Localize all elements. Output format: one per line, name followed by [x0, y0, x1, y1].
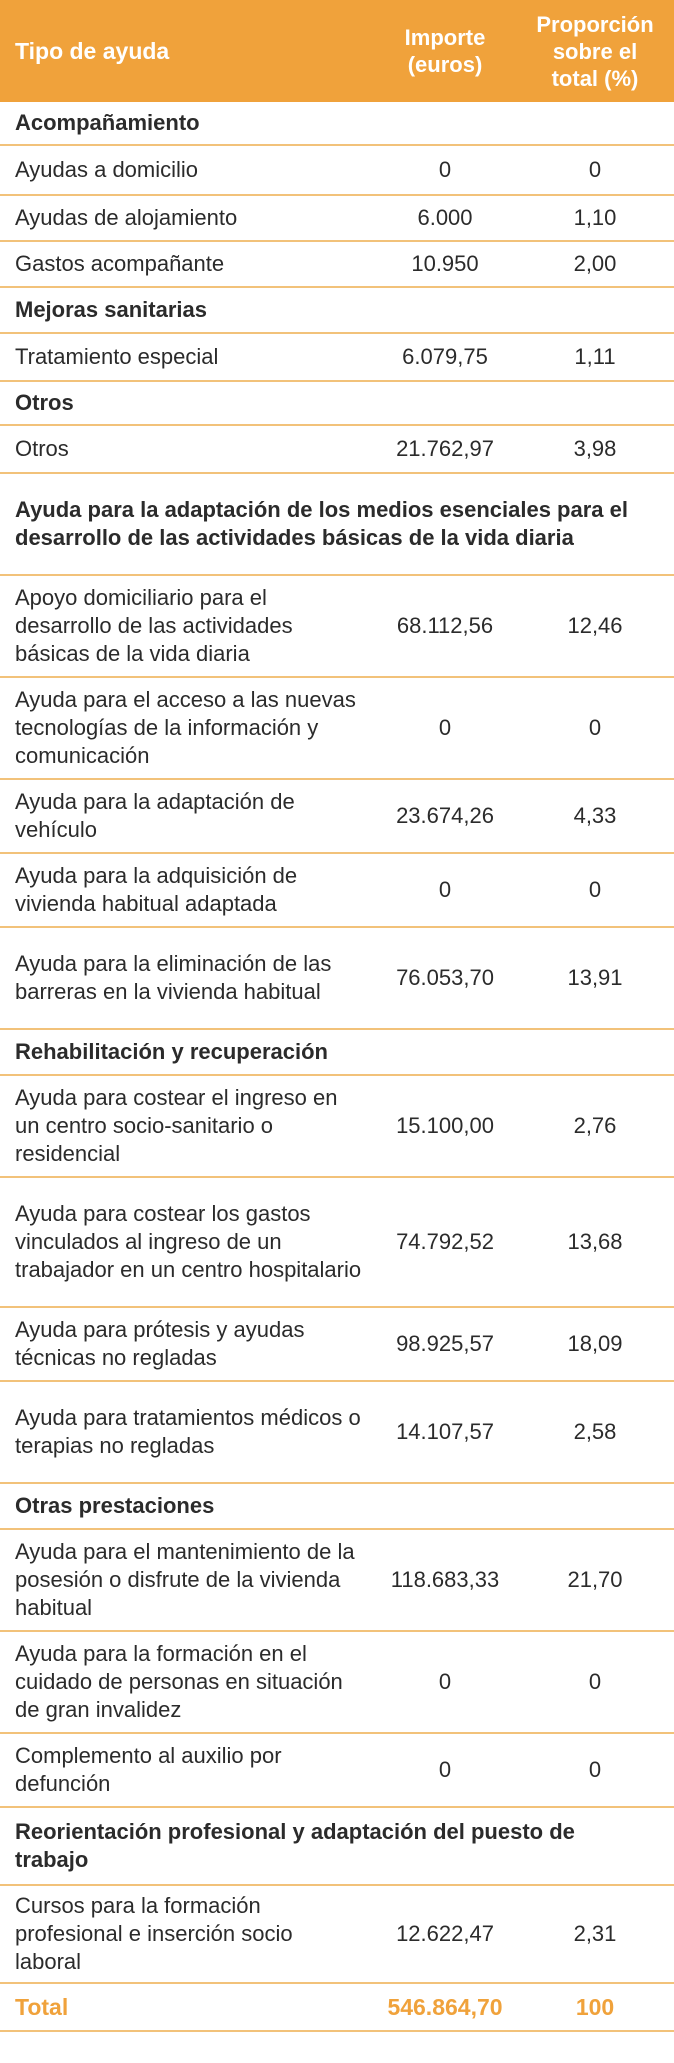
aid-type: Ayuda para el mantenimiento de la posesión o disfrute de la vivienda habitual — [15, 1539, 355, 1620]
aid-type: Ayuda para prótesis y ayudas técnicas no regladas — [15, 1317, 305, 1370]
section-row — [0, 1030, 674, 1076]
total-proportion: 100 — [575, 1993, 615, 2020]
section-row — [0, 474, 674, 576]
aid-type: Ayudas de alojamiento — [15, 205, 238, 230]
amount-cell: 21.762,97 — [396, 436, 494, 461]
header-proportion — [516, 11, 674, 92]
table-row — [0, 678, 674, 780]
aid-type: Ayuda para la adaptación de vehículo — [15, 789, 295, 842]
aid-type: Tratamiento especial — [15, 344, 219, 369]
table-row — [0, 242, 674, 288]
aid-type: Ayuda para costear los gastos vinculados al ingreso de un trabajador en un centro hospitalario — [15, 1201, 362, 1282]
amount-cell: 6.000 — [417, 205, 473, 230]
section-row — [0, 1484, 674, 1530]
proportion-cell: 2,31 — [573, 1921, 617, 1946]
proportion-cell: 13,68 — [567, 1229, 623, 1254]
proportion-cell: 0 — [588, 157, 602, 182]
amount-cell: 15.100,00 — [396, 1113, 494, 1138]
header-amount-line: (euros) — [407, 52, 483, 77]
amount-cell: 12.622,47 — [396, 1921, 494, 1946]
amount-cell: 0 — [438, 1669, 452, 1694]
table-row — [0, 780, 674, 854]
table-row — [0, 1076, 674, 1178]
aid-type: Complemento al auxilio por defunción — [15, 1743, 282, 1796]
amount-cell: 118.683,33 — [390, 1567, 500, 1592]
aid-type: Ayuda para costear el ingreso en un centro socio-sanitario o residencial — [15, 1085, 338, 1166]
table-row — [0, 1178, 674, 1308]
header-amount-line: Importe — [404, 25, 486, 50]
section-title: Otras prestaciones — [15, 1493, 215, 1518]
section-row — [0, 102, 674, 146]
aid-type: Ayuda para tratamientos médicos o terapias no regladas — [15, 1405, 361, 1458]
table-row — [0, 1632, 674, 1734]
table-row — [0, 426, 674, 474]
proportion-cell: 0 — [588, 877, 602, 902]
aid-type: Gastos acompañante — [15, 251, 225, 276]
section-title: Ayuda para la adaptación de los medios esenciales para el desarrollo de las actividades básicas de la vida diaria — [15, 497, 628, 550]
table-row — [0, 1308, 674, 1382]
aid-type: Ayuda para el acceso a las nuevas tecnologías de la información y comunicación — [15, 687, 356, 768]
proportion-cell: 0 — [588, 715, 602, 740]
section-title: Mejoras sanitarias — [15, 297, 207, 322]
table-row — [0, 1734, 674, 1808]
table-row — [0, 1382, 674, 1484]
aid-type: Apoyo domiciliario para el desarrollo de las actividades básicas de la vida diaria — [15, 585, 293, 666]
amount-cell: 74.792,52 — [396, 1229, 494, 1254]
aid-type: Ayudas a domicilio — [15, 157, 199, 182]
section-title: Acompañamiento — [15, 110, 200, 135]
section-row — [0, 288, 674, 334]
proportion-cell: 2,00 — [573, 251, 617, 276]
header-proportion-line: sobre el — [552, 38, 638, 64]
header-proportion-line: total (%) — [551, 65, 639, 91]
table-row — [0, 928, 674, 1030]
amount-cell: 23.674,26 — [396, 803, 494, 828]
aid-type: Ayuda para la formación en el cuidado de personas en situación de gran invalidez — [15, 1641, 343, 1722]
amount-cell: 14.107,57 — [396, 1419, 494, 1444]
table-row — [0, 146, 674, 196]
amount-cell: 6.079,75 — [402, 344, 488, 369]
table-row — [0, 1530, 674, 1632]
section-title: Reorientación profesional y adaptación del puesto de trabajo — [15, 1819, 575, 1872]
table-row — [0, 854, 674, 928]
amount-cell: 98.925,57 — [396, 1331, 494, 1356]
table-row — [0, 196, 674, 242]
proportion-cell: 1,11 — [574, 344, 616, 369]
section-row — [0, 382, 674, 426]
total-amount: 546.864,70 — [387, 1993, 503, 2020]
proportion-cell: 1,10 — [573, 205, 617, 230]
proportion-cell: 0 — [588, 1757, 602, 1782]
proportion-cell: 2,58 — [573, 1419, 617, 1444]
proportion-cell: 21,70 — [567, 1567, 623, 1592]
proportion-cell: 12,46 — [567, 613, 623, 638]
proportion-cell: 2,76 — [573, 1113, 617, 1138]
proportion-cell: 18,09 — [567, 1331, 623, 1356]
aid-type: Ayuda para la eliminación de las barreras en la vivienda habitual — [15, 951, 332, 1004]
section-row — [0, 1808, 674, 1886]
header-amount — [374, 24, 516, 78]
amount-cell: 68.112,56 — [396, 613, 494, 638]
aid-type: Ayuda para la adquisición de vivienda habitual adaptada — [15, 863, 298, 916]
table-row — [0, 334, 674, 382]
table-row — [0, 576, 674, 678]
proportion-cell: 4,33 — [573, 803, 617, 828]
amount-cell: 76.053,70 — [396, 965, 494, 990]
total-label: Total — [15, 1994, 69, 2020]
table-row — [0, 1886, 674, 1984]
amount-cell: 0 — [438, 715, 452, 740]
header-type: Tipo de ayuda — [15, 37, 170, 64]
aid-type: Otros — [15, 436, 69, 461]
amount-cell: 0 — [438, 877, 452, 902]
aid-type: Cursos para la formación profesional e inserción socio laboral — [15, 1893, 293, 1974]
section-title: Rehabilitación y recuperación — [15, 1039, 328, 1064]
table-header — [0, 0, 674, 102]
table-body — [0, 102, 674, 1984]
amount-cell: 0 — [438, 157, 452, 182]
proportion-cell: 13,91 — [567, 965, 623, 990]
header-proportion-line: Proporción — [536, 11, 654, 37]
amount-cell: 0 — [438, 1757, 452, 1782]
proportion-cell: 0 — [588, 1669, 602, 1694]
total-row — [0, 1984, 674, 2032]
proportion-cell: 3,98 — [573, 436, 617, 461]
amount-cell: 10.950 — [411, 251, 479, 276]
section-title: Otros — [15, 390, 74, 415]
